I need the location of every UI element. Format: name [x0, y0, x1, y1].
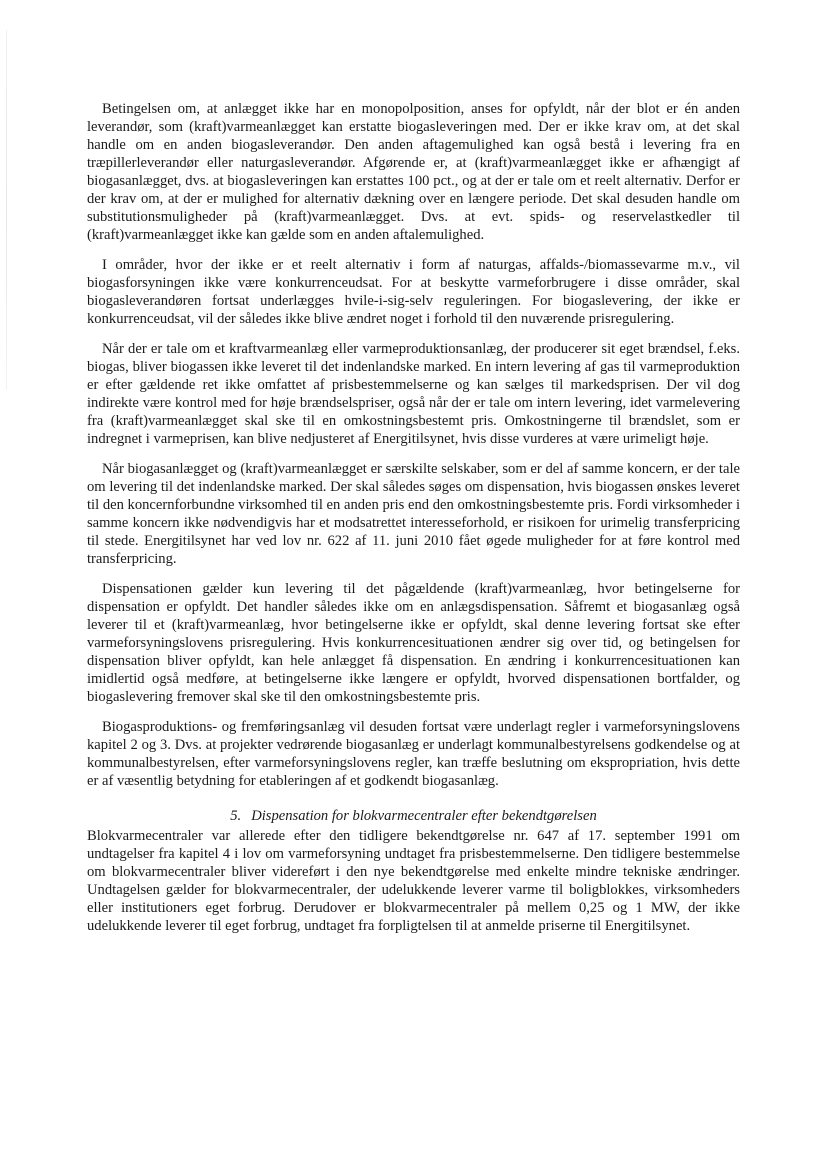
section-title: Dispensation for blokvarmecentraler efter bekendtgørelsen — [251, 808, 597, 824]
document-page — [87, 100, 740, 947]
scan-margin-mark — [6, 30, 7, 390]
section-heading — [87, 807, 740, 825]
paragraph-monopoly-condition: Betingelsen om, at anlægget ikke har en monopolposition, anses for opfyldt, når der blot er én anden leverandør, som (kraft)varmeanlægget kan erstatte biogasleveringen med. Der er ikke krav om, at det skal handle om en anden biogasleverandør. Den anden aftagemulighed kan også bestå i levering fra en træpillerleverandør eller naturgasleverandør. Afgørende er, at (kraft)varmeanlægget ikke er afhængigt af biogasanlægget, dvs. at biogasleveringen kan erstattes 100 pct., og at der er tale om et reelt alternativ. Derfor er der krav om, at der er mulighed for alternativ dækning over en længere periode. Det skal desuden handle om substitutionsmuligheder på (kraft)varmeanlægget. Dvs. at evt. spids- og reservelastkedler til (kraft)varmeanlægget ikke kan gælde som en anden aftalemulighed. — [87, 101, 740, 243]
paragraph-block-heating-centrals: Blokvarmecentraler var allerede efter den tidligere bekendtgørelse nr. 647 af 17. september 1991 om undtagelser fra kapitel 4 i lov om varmeforsyning undtaget fra prisbestemmelserne. Den tidligere bestemmelse om blokvarmecentraler bliver videreført i den nye bekendtgørelse med enkelte mindre tekniske ændringer. Undtagelsen gælder for blokvarmecentraler, der udelukkende leverer varme til boligblokkes, virksomheders eller institutioners eget forbrug. Derudover er blokvarmecentraler på mellem 0,25 og 1 MW, der ikke udelukkende leverer til eget forbrug, undtaget fra forpligtelsen til at anmelde priserne til Energitilsynet. — [87, 828, 740, 934]
paragraph-same-group-companies: Når biogasanlægget og (kraft)varmeanlægget er særskilte selskaber, som er del af samme koncern, er der tale om levering til det indenlandske marked. Der skal således søges om dispensation, hvis biogassen ønskes leveret til den koncernforbundne virksomhed til en anden pris end den omkostningsbestemte pris. Fordi virksomheder i samme koncern ikke nødvendigvis har et modsatrettet interesseforhold, er risikoen for urimelig transferpricing til stede. Energitilsynet har ved lov nr. 622 af 11. juni 2010 fået øgede muligheder for at føre kontrol med transferpricing. — [87, 461, 740, 567]
paragraph-dispensation-scope: Dispensationen gælder kun levering til det pågældende (kraft)varmeanlæg, hvor betingelserne for dispensation er opfyldt. Det handler således ikke om en anlægsdispensation. Såfremt et biogasanlæg også leverer til et (kraft)varmeanlæg, hvor betingelserne ikke er opfyldt, skal denne levering fortsat ske efter varmeforsyningslovens prisregulering. Hvis konkurrencesituationen ændrer sig over tid, og betingelsen for dispensation bliver opfyldt, kan hele anlægget få dispensation. En ændring i konkurrencesituationen kan imidlertid også medføre, at betingelserne ikke længere er opfyldt, hvorved dispensationen bortfalder, og biogaslevering fremover skal ske til den omkostningsbestemte pris. — [87, 581, 740, 705]
paragraph-own-fuel-production: Når der er tale om et kraftvarmeanlæg eller varmeproduktionsanlæg, der producerer sit eget brændsel, f.eks. biogas, bliver biogassen ikke leveret til det indenlandske marked. En intern levering af gas til varmeproduktion er efter gældende ret ikke omfattet af prisbestemmelserne og kan sælges til markedsprisen. Der vil dog indirekte være kontrol med for høje brændselspriser, også når der er tale om intern levering, idet varmelevering fra (kraft)varmeanlægget skal ske til en omkostningsbestemt pris. Omkostningerne til brændslet, som er indregnet i varmeprisen, kan blive nedjusteret af Energitilsynet, hvis disse vurderes at være urimeligt høje. — [87, 341, 740, 447]
paragraph-no-alternative-areas: I områder, hvor der ikke er et reelt alternativ i form af naturgas, affalds-/biomassevarme m.v., vil biogasforsyningen ikke være konkurrenceudsat. For at beskytte varmeforbrugere i disse områder, skal biogasleverandøren fortsat underlægges hvile-i-sig-selv reguleringen. For biogaslevering, der ikke er konkurrenceudsat, vil der således ikke blive ændret noget i forhold til den nuværende prisregulering. — [87, 257, 740, 327]
paragraph-other-regulations: Biogasproduktions- og fremføringsanlæg vil desuden fortsat være underlagt regler i varmeforsyningslovens kapitel 2 og 3. Dvs. at projekter vedrørende biogasanlæg er underlagt kommunalbestyrelsens godkendelse og at kommunalbestyrelsen, efter varmeforsyningslovens regler, kan træffe beslutning om ekspropriation, hvis dette er af væsentlig betydning for etableringen af et godkendt biogasanlæg. — [87, 719, 740, 789]
section-number: 5. — [230, 808, 242, 824]
